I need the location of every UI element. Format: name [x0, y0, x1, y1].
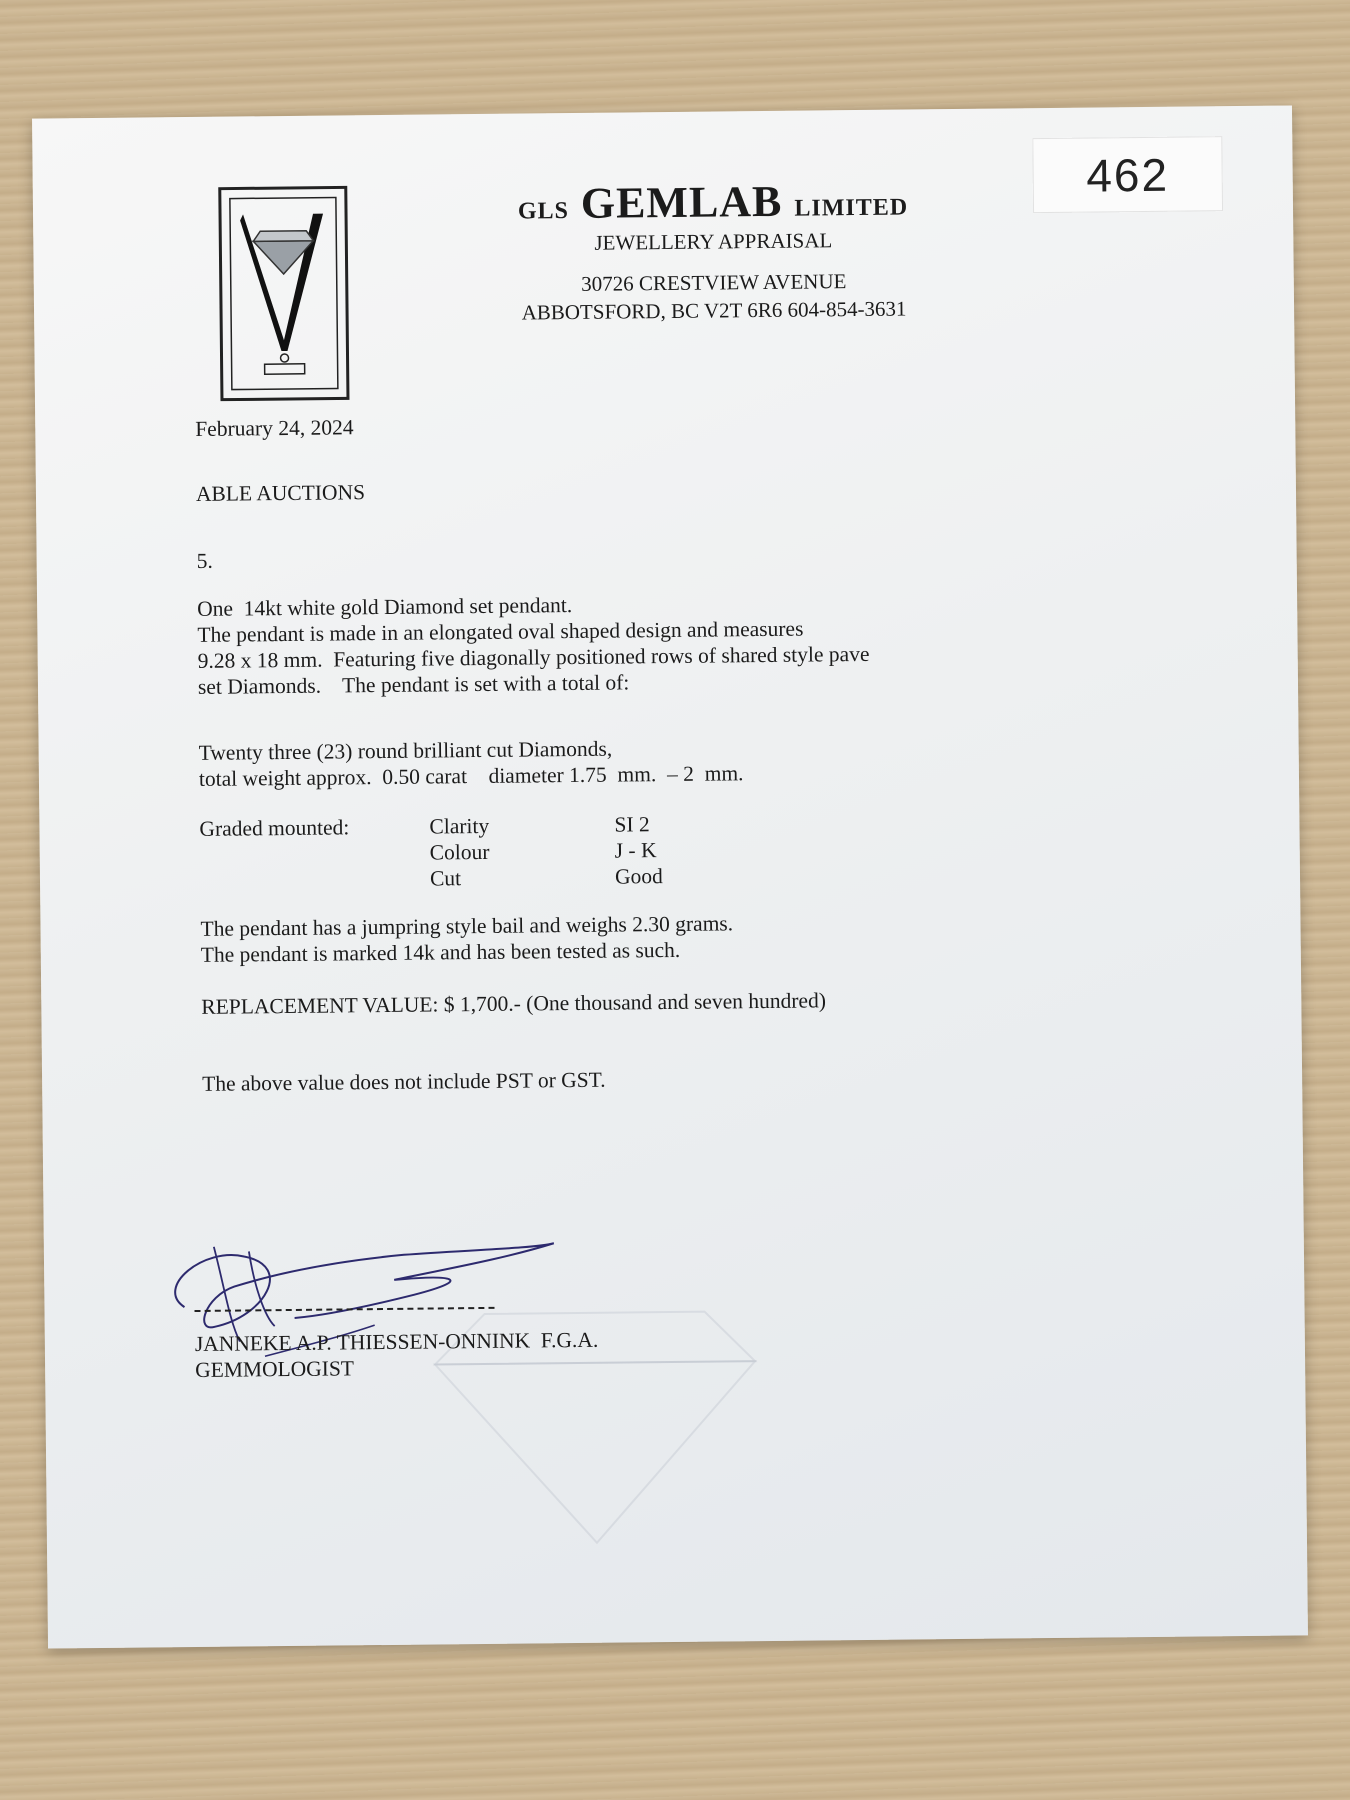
appraisal-document: [32, 105, 1308, 1648]
description-line: set Diamonds. The pendant is set with a total of:: [197, 670, 630, 699]
grade-attribute: Cut: [429, 866, 462, 891]
grade-attribute: Clarity: [429, 813, 490, 839]
grade-value: J - K: [614, 838, 657, 863]
stones-line: Twenty three (23) round brilliant cut Diamonds,: [198, 736, 613, 765]
item-number: 5.: [196, 548, 213, 573]
tax-note: The above value does not include PST or GST.: [202, 1067, 606, 1096]
client-name: ABLE AUCTIONS: [195, 480, 366, 506]
grading-label: Graded mounted:: [199, 815, 350, 841]
letterhead: [453, 174, 975, 326]
stones-line: total weight approx. 0.50 carat diameter 1.75 mm. – 2 mm.: [198, 761, 744, 791]
description-line: The pendant is made in an elongated oval shaped design and measures: [197, 616, 804, 647]
company-address-2: ABBOTSFORD, BC V2T 6R6 604-854-3631: [521, 296, 907, 325]
company-address-1: 30726 CRESTVIEW AVENUE: [581, 269, 847, 296]
bail-line: The pendant is marked 14k and has been tested as such.: [200, 937, 681, 967]
company-name: GLS GEMLAB LIMITED: [517, 176, 909, 228]
grade-value: Good: [614, 864, 663, 889]
replacement-value: REPLACEMENT VALUE: $ 1,700.- (One thousand and seven hundred): [201, 988, 827, 1019]
appraiser-name: JANNEKE A.P. THIESSEN-ONNINK F.G.A.: [194, 1327, 599, 1357]
description-line: 9.28 x 18 mm. Featuring five diagonally positioned rows of shared style pave: [197, 641, 870, 673]
grade-attribute: Colour: [429, 839, 490, 865]
appraiser-title: GEMMOLOGIST: [195, 1356, 355, 1382]
document-date: February 24, 2024: [195, 415, 354, 441]
grade-value: SI 2: [614, 812, 650, 837]
gemlab-logo: [218, 185, 350, 401]
company-service: JEWELLERY APPRAISAL: [594, 228, 833, 255]
bail-line: The pendant has a jumpring style bail and weighs 2.30 grams.: [200, 911, 734, 941]
lot-tag: 462: [1032, 136, 1223, 213]
description-line: One 14kt white gold Diamond set pendant.: [197, 593, 573, 621]
watermark-diamond: [404, 1301, 787, 1555]
